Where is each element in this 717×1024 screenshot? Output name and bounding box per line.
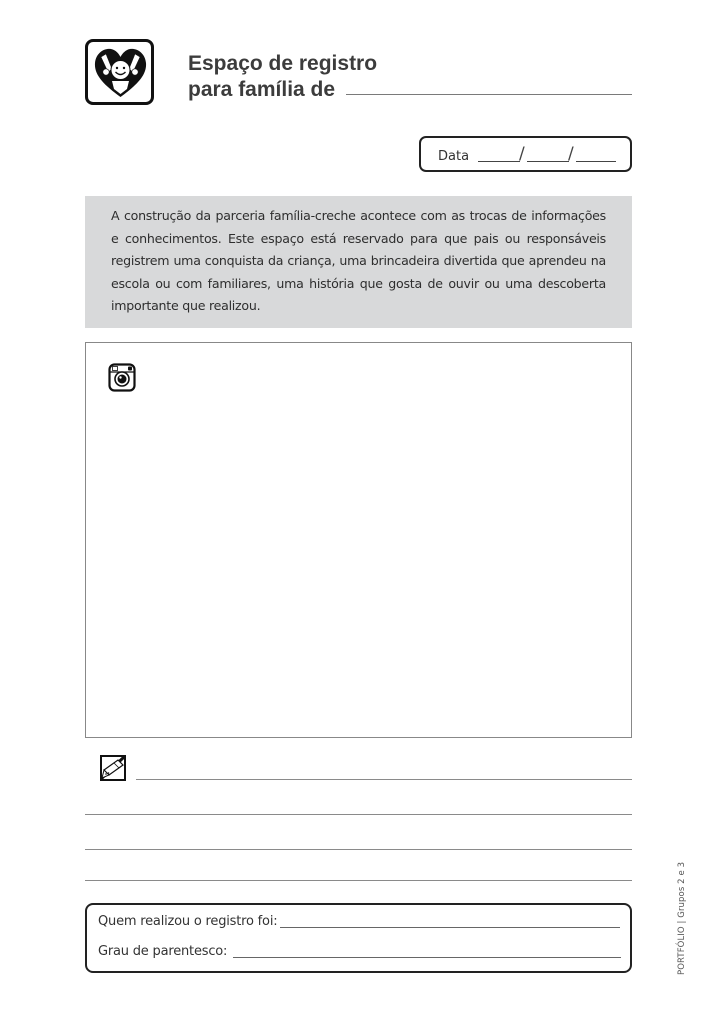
family-name-field[interactable] xyxy=(346,94,632,95)
title-line-2: para família de xyxy=(188,78,336,101)
photo-area[interactable] xyxy=(85,342,632,738)
logo xyxy=(85,39,154,105)
writing-line-4[interactable] xyxy=(85,880,632,881)
date-day-field[interactable] xyxy=(478,161,520,162)
info-text: A construção da parceria família-creche acontece com as trocas de informações e conhecimentos. Este espaço está reservado para que pais ou responsáveis registrem uma conquista da criança, uma brincadeira divertida que aprendeu na escola ou com familiares, uma história que gosta de ouvir ou uma descoberta importante que realizou. xyxy=(111,208,606,314)
date-separator: / xyxy=(519,144,525,164)
date-label: Data xyxy=(438,149,470,164)
camera-icon xyxy=(108,363,136,396)
writing-line-2[interactable] xyxy=(85,814,632,815)
author-label: Quem realizou o registro foi: xyxy=(98,914,278,929)
heart-child-icon xyxy=(92,45,149,101)
relationship-field[interactable] xyxy=(233,957,621,958)
info-box xyxy=(85,196,632,328)
date-year-field[interactable] xyxy=(576,161,616,162)
date-box xyxy=(419,136,632,172)
date-month-field[interactable] xyxy=(527,161,569,162)
pencil-icon xyxy=(98,754,128,786)
writing-line-1[interactable] xyxy=(136,779,632,780)
author-field[interactable] xyxy=(280,927,620,928)
date-separator: / xyxy=(568,144,574,164)
side-label: PORTFÓLIO | Grupos 2 e 3 xyxy=(677,861,687,975)
title-line-1: Espaço de registro xyxy=(188,52,378,75)
footer-box xyxy=(85,903,632,973)
relationship-label: Grau de parentesco: xyxy=(98,944,228,959)
writing-line-3[interactable] xyxy=(85,849,632,850)
page-title xyxy=(188,51,377,103)
